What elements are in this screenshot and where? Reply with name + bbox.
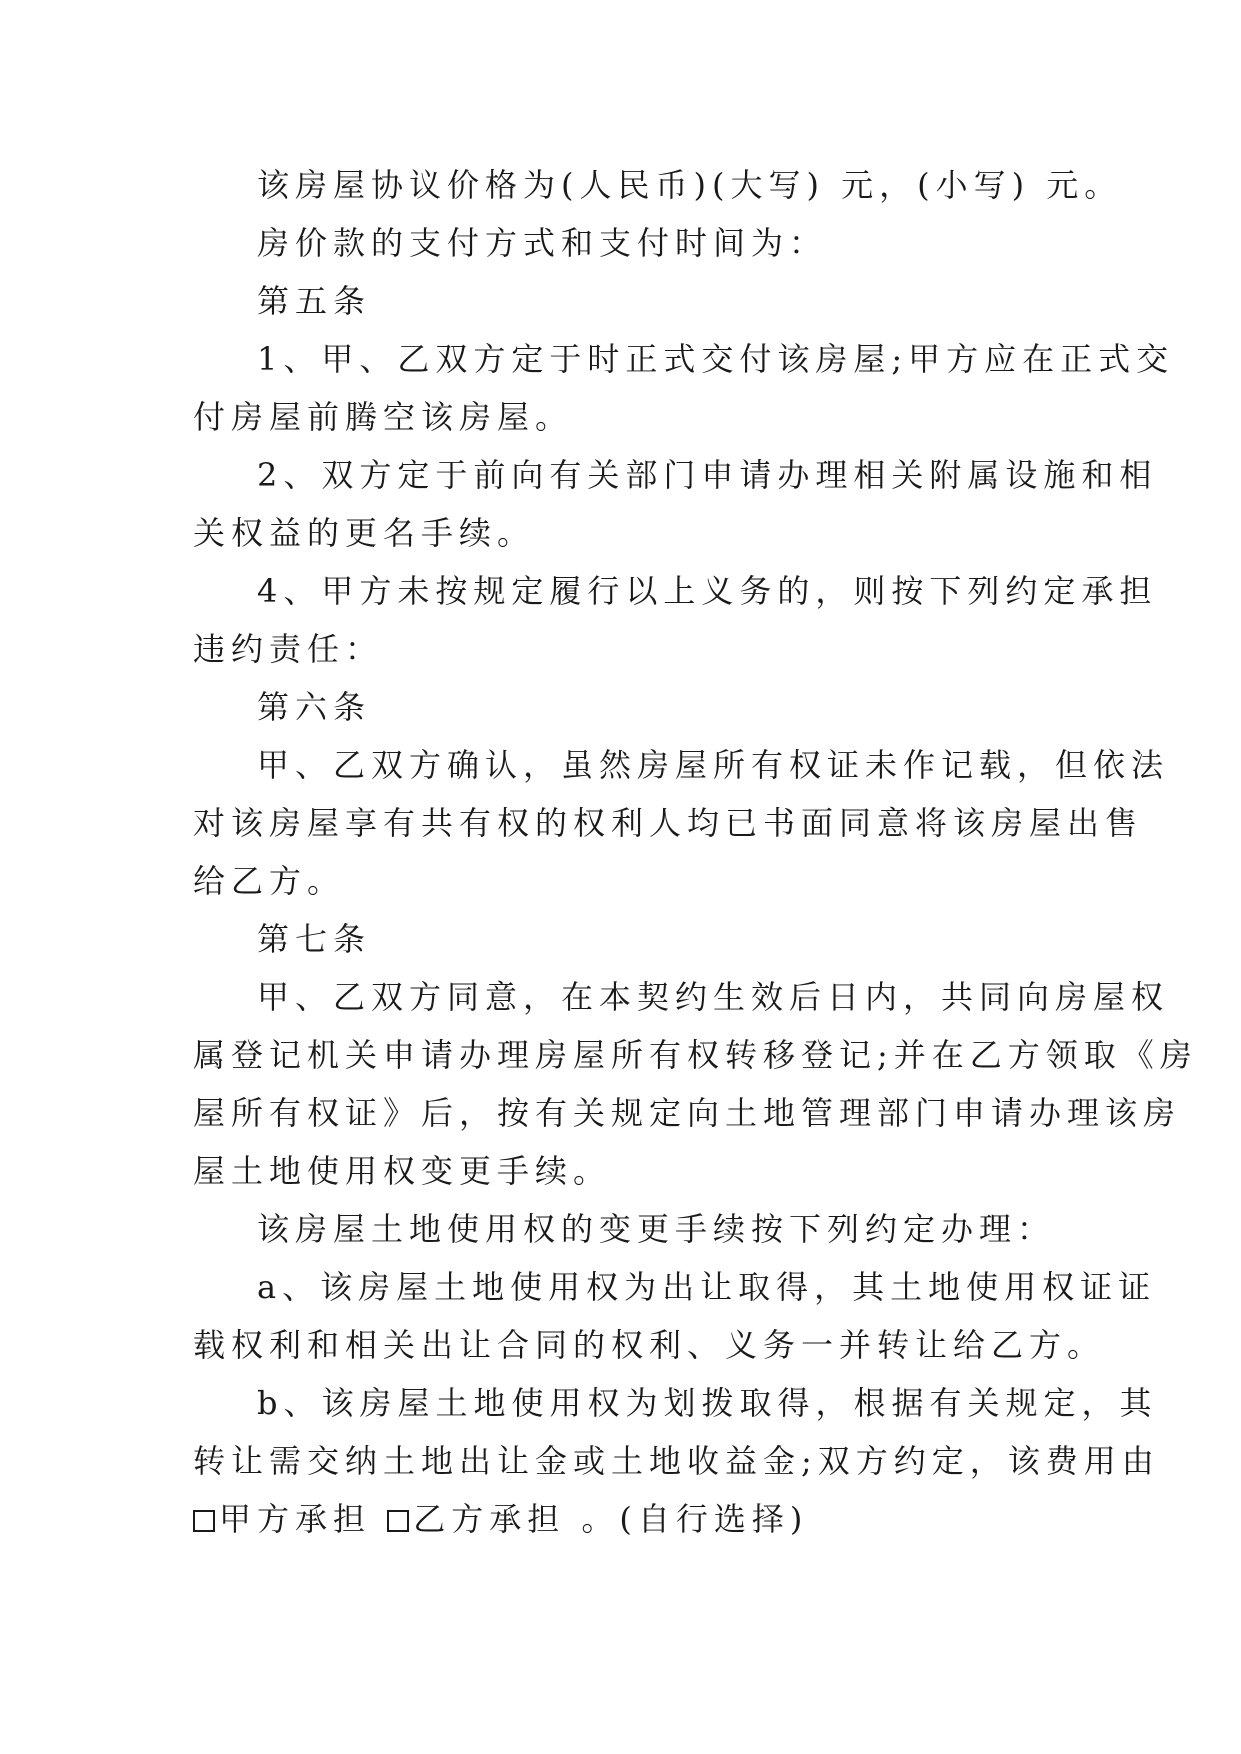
- paragraph-line: 对该房屋享有共有权的权利人均已书面同意将该房屋出售: [193, 804, 1144, 842]
- section-heading: 第五条: [257, 282, 372, 320]
- paragraph-line: 属登记机关申请办理房屋所有权转移登记;并在乙方领取《房: [193, 1036, 1198, 1074]
- paragraph-line: a、该房屋土地使用权为出让取得，其土地使用权证证: [257, 1268, 1157, 1306]
- paragraph-line: 关权益的更名手续。: [193, 514, 536, 552]
- paragraph-line: 屋土地使用权变更手续。: [193, 1152, 612, 1190]
- section-heading: 第七条: [257, 920, 372, 958]
- checkbox-option-b[interactable]: [387, 1510, 409, 1532]
- paragraph-line: b、该房屋土地使用权为划拨取得，根据有关规定，其: [257, 1384, 1158, 1422]
- paragraph-line: 2、双方定于前向有关部门申请办理相关附属设施和相: [257, 456, 1158, 494]
- paragraph-line: 房价款的支付方式和支付时间为：: [257, 224, 828, 262]
- checkbox-option-a[interactable]: [193, 1510, 215, 1532]
- paragraph-line: 屋所有权证》后，按有关规定向土地管理部门申请办理该房: [193, 1094, 1182, 1132]
- document-body: [193, 156, 1198, 1548]
- option-b-label: 乙方承担: [413, 1500, 566, 1538]
- paragraph-line: 甲、乙双方确认，虽然房屋所有权证未作记载，但依法: [257, 746, 1170, 784]
- paragraph-line: 给乙方。: [193, 862, 346, 900]
- paragraph-line: 甲、乙双方同意，在本契约生效后日内，共同向房屋权: [257, 978, 1170, 1016]
- section-heading: 第六条: [257, 688, 372, 726]
- paragraph-line: 该房屋土地使用权的变更手续按下列约定办理：: [257, 1210, 1056, 1248]
- paragraph-line: 1、甲、乙双方定于时正式交付该房屋;甲方应在正式交: [257, 340, 1175, 378]
- option-a-label: 甲方承担: [219, 1500, 372, 1538]
- paragraph-line: 载权利和相关出让合同的权利、义务一并转让给乙方。: [193, 1326, 1106, 1364]
- options-suffix: 。(自行选择): [565, 1500, 809, 1538]
- paragraph-line: 4、甲方未按规定履行以上义务的，则按下列约定承担: [257, 572, 1158, 610]
- options-line: [193, 1490, 1053, 1548]
- paragraph-line: 违约责任：: [193, 630, 384, 668]
- paragraph-line: 该房屋协议价格为(人民币)(大写) 元，(小写) 元。: [257, 166, 1123, 204]
- paragraph-line: 转让需交纳土地出让金或土地收益金;双方约定，该费用由: [193, 1442, 1160, 1480]
- paragraph-line: 付房屋前腾空该房屋。: [193, 398, 574, 436]
